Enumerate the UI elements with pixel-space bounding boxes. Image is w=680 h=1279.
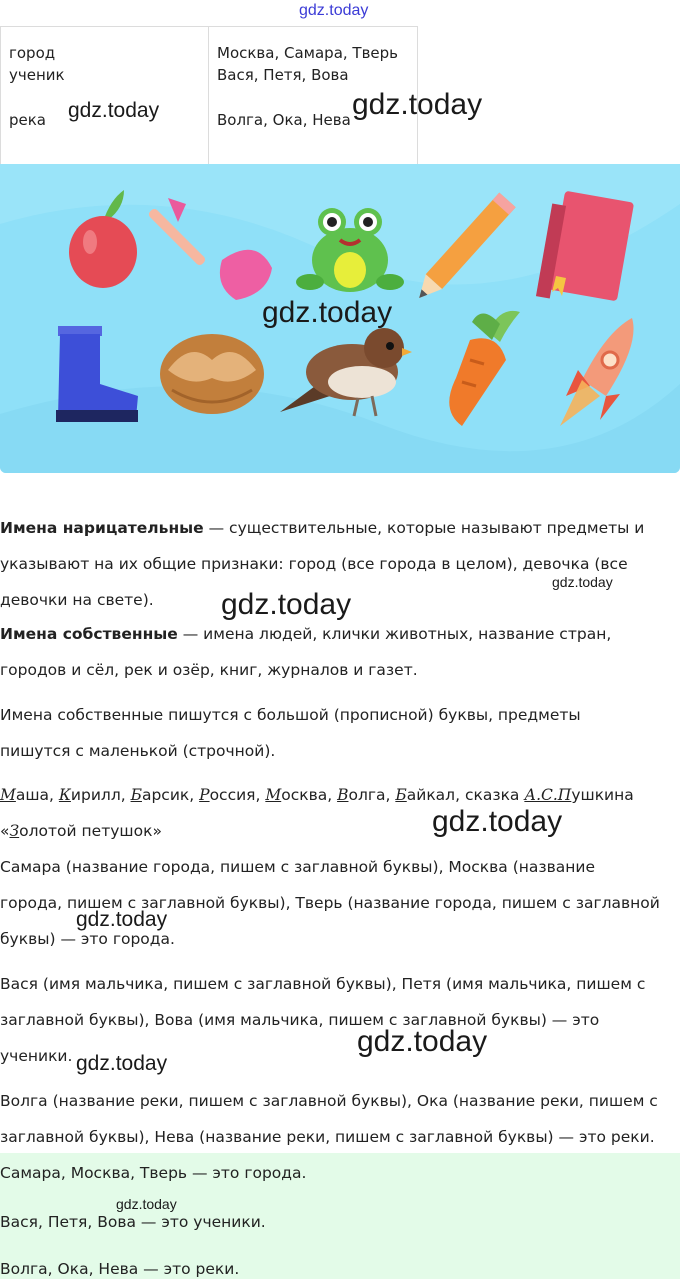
- watermark: gdz.today: [552, 574, 613, 590]
- capital-letter: А.С.П: [524, 786, 572, 804]
- table-cell-names: Москва, Самара, Тверь: [217, 44, 399, 62]
- watermark: gdz.today: [116, 1196, 177, 1212]
- explanation-line: Волга (название реки, пишем с заглавной буквы), Ока (название реки, пишем с: [0, 1092, 658, 1110]
- examples-text: ирилл,: [70, 786, 131, 804]
- examples-paragraph: [0, 777, 680, 840]
- capital-letter: М: [0, 786, 16, 804]
- capital-letter: М: [265, 786, 282, 804]
- common-nouns-term: Имена нарицательные: [0, 519, 204, 537]
- table-cell-category: город: [9, 44, 56, 62]
- proper-nouns-term: Имена собственные: [0, 625, 178, 643]
- explanation-line: города, пишем с заглавной буквы), Тверь (название города, пишем с заглавной: [0, 894, 660, 912]
- capital-letter: З: [9, 822, 20, 840]
- examples-text: олотой петушок»: [19, 822, 162, 840]
- boot-icon: [56, 326, 138, 422]
- watermark: gdz.today: [221, 588, 352, 621]
- examples-text: аша,: [15, 786, 59, 804]
- answer-line: Волга, Ока, Нева — это реки.: [0, 1260, 240, 1278]
- answer-line: Самара, Москва, Тверь — это города.: [0, 1164, 307, 1182]
- watermark: gdz.today: [76, 908, 168, 931]
- explanation-line: Вася (имя мальчика, пишем с заглавной буквы), Петя (имя мальчика, пишем с: [0, 975, 646, 993]
- examples-text: олга,: [348, 786, 396, 804]
- rule-paragraph: [0, 697, 680, 769]
- table-cell-names: Волга, Ока, Нева: [217, 111, 351, 129]
- examples-text: ушкина: [571, 786, 634, 804]
- examples-text: айкал, сказка: [406, 786, 525, 804]
- examples-text: арсик,: [141, 786, 200, 804]
- capital-letter: Б: [130, 786, 142, 804]
- common-nouns-text: указывают на их общие признаки: город (все города в целом), девочка (все: [0, 555, 628, 573]
- explanation-line: заглавной буквы), Вова (имя мальчика, пишем с заглавной буквы) — это: [0, 1011, 600, 1029]
- sparrow-icon: [280, 328, 412, 416]
- carrot-icon: [449, 311, 520, 426]
- proper-nouns-text: — имена людей, клички животных, название стран,: [177, 625, 612, 643]
- watermark: gdz.today: [357, 1025, 488, 1058]
- watermark: gdz.today: [432, 805, 563, 838]
- explanation-line: заглавной буквы), Нева (название реки, пишем с заглавной буквы) — это реки.: [0, 1128, 655, 1146]
- table-cell-category: река: [9, 111, 47, 129]
- rule-text: Имена собственные пишутся с большой (прописной) буквы, предметы: [0, 706, 581, 724]
- examples-text: осква,: [281, 786, 338, 804]
- rule-text: пишутся с маленькой (строчной).: [0, 742, 276, 760]
- capital-letter: К: [58, 786, 71, 804]
- examples-text: оссия,: [209, 786, 266, 804]
- cities-explanation: [0, 849, 680, 957]
- rocket-icon: [560, 318, 634, 426]
- common-nouns-text: девочки на свете).: [0, 591, 154, 609]
- watermark: gdz.today: [262, 296, 393, 329]
- capital-letter: Б: [395, 786, 407, 804]
- explanation-line: ученики.: [0, 1047, 73, 1065]
- explanation-line: Самара (название города, пишем с заглавной буквы), Москва (название: [0, 858, 596, 876]
- table-cell-category: ученик: [9, 66, 65, 84]
- proper-nouns-text: городов и сёл, рек и озёр, книг, журналов и газет.: [0, 661, 418, 679]
- explanation-line: буквы) — это города.: [0, 930, 175, 948]
- watermark: gdz.today: [68, 99, 160, 122]
- watermark: gdz.today: [76, 1052, 168, 1075]
- watermark: gdz.today: [352, 88, 483, 121]
- examples-line: [0, 777, 680, 813]
- proper-nouns-paragraph: [0, 616, 680, 688]
- rivers-explanation: [0, 1083, 680, 1155]
- examples-text: «: [0, 822, 10, 840]
- common-nouns-text: — существительные, которые называют предметы и: [203, 519, 645, 537]
- capital-letter: Р: [199, 786, 210, 804]
- answer-line: Вася, Петя, Вова — это ученики.: [0, 1213, 266, 1231]
- answer-block: [0, 1153, 680, 1279]
- watermark-top: gdz.today: [299, 2, 369, 19]
- capital-letter: В: [337, 786, 349, 804]
- table-cell-names: Вася, Петя, Вова: [217, 66, 349, 84]
- walnut-icon: [160, 334, 264, 414]
